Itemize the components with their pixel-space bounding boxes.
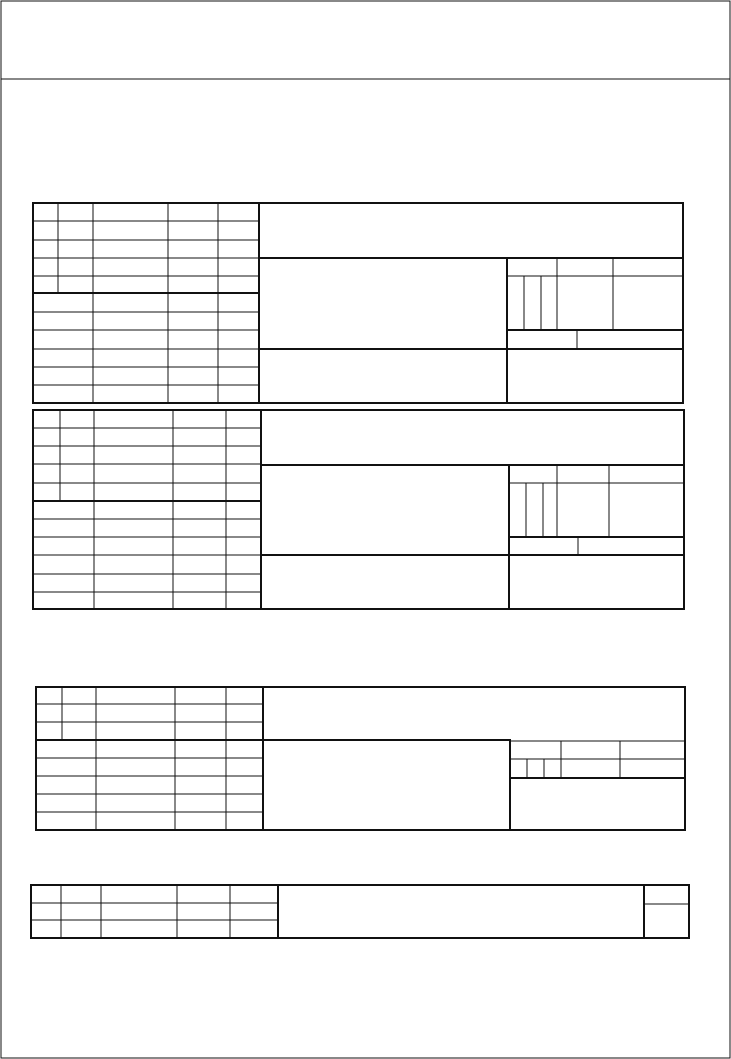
title-block-form-2 [33, 410, 684, 609]
title-block-form-3 [36, 687, 685, 830]
title-block-form-1 [33, 203, 683, 403]
page-frame [1, 1, 730, 1058]
title-block-form-4 [31, 885, 689, 938]
